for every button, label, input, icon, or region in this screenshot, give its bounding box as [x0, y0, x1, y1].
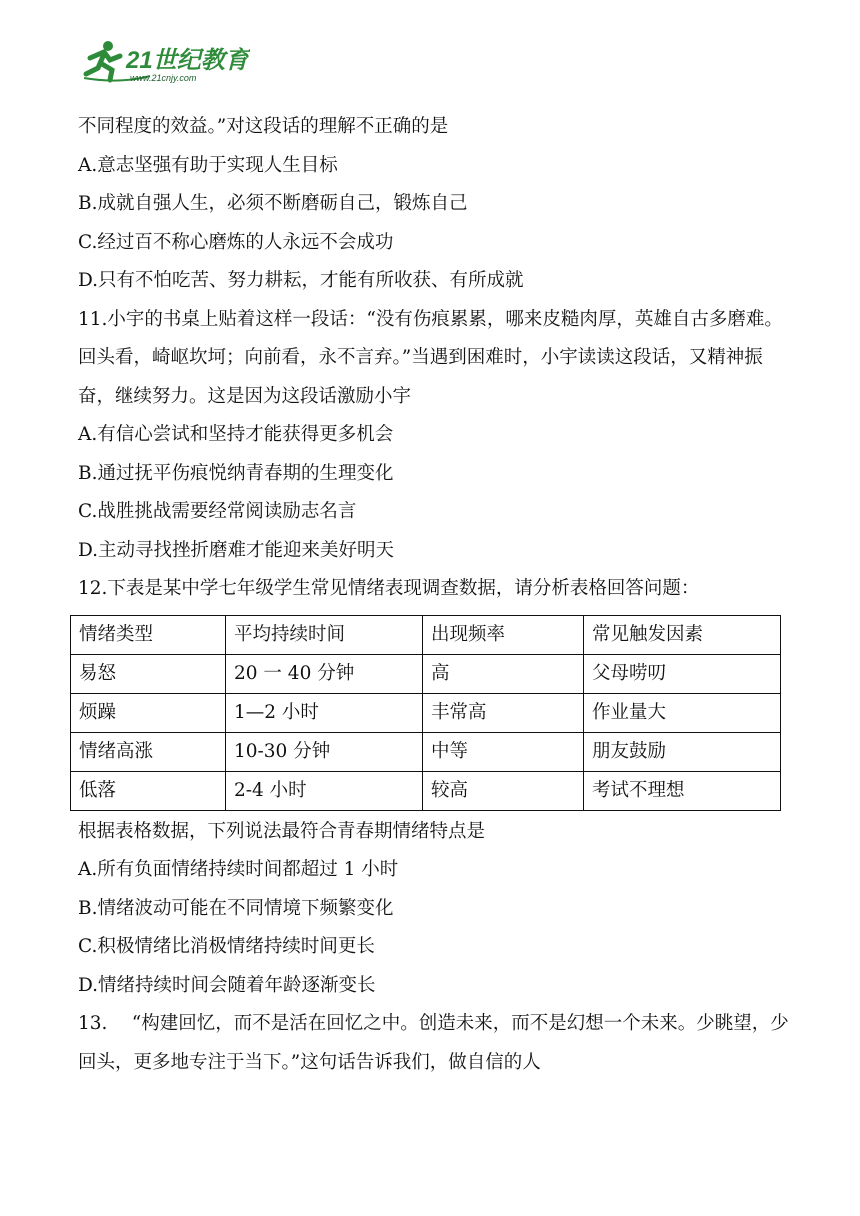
q11-stem: 11.小宇的书桌上贴着这样一段话：“没有伤痕累累，哪来皮糙肉厚，英雄自古多磨难。回头看，崎岖坎坷；向前看，永不言弃。”当遇到困难时，小宇读读这段话，又精神振奋，继续努力。这是因为这段话激励小宇: [78, 308, 783, 407]
table-header-row: [71, 615, 781, 654]
logo-url: www.21cnjy.com: [130, 73, 197, 83]
q12-option-d: D.情绪持续时间会随着年龄逐渐变长: [78, 974, 376, 996]
table-cell: 中等: [423, 732, 584, 771]
table-row: [71, 654, 781, 693]
table-cell: 1—2 小时: [226, 693, 423, 732]
q13-stem: 13. “构建回忆，而不是活在回忆之中。创造未来，而不是幻想一个未来。少眺望，少回头，更多地专注于当下。”这句话告诉我们，做自信的人: [78, 1013, 789, 1073]
q11-option-a: A.有信心尝试和坚持才能获得更多机会: [78, 424, 394, 445]
q12-option-b: B.情绪波动可能在不同情境下频繁变化: [78, 897, 394, 919]
table-cell: 作业量大: [584, 693, 781, 732]
emotion-survey-table: [70, 615, 781, 811]
q11-option-c: C.战胜挑战需要经常阅读励志名言: [78, 501, 357, 522]
table-cell: 易怒: [71, 654, 226, 693]
table-cell: 丰常高: [423, 693, 584, 732]
table-header-cell: 平均持续时间: [226, 615, 423, 654]
q10-option-b: B.成就自强人生，必须不断磨砺自己，锻炼自己: [78, 193, 468, 214]
runner-logo-icon: [80, 38, 250, 84]
q10-option-c: C.经过百不称心磨炼的人永远不会成功: [78, 231, 394, 253]
table-row: [71, 732, 781, 771]
logo-text: 21世纪教育: [126, 47, 249, 74]
q12-stem: 12.下表是某中学七年级学生常见情绪表现调查数据，请分析表格回答问题：: [78, 578, 700, 599]
table-header-cell: 情绪类型: [71, 615, 226, 654]
table-cell: 考试不理想: [584, 771, 781, 810]
q10-option-d: D.只有不怕吃苦、努力耕耘，才能有所收获、有所成就: [78, 270, 524, 291]
site-logo: [80, 38, 250, 84]
table-cell: 高: [423, 654, 584, 693]
table-cell: 父母唠叨: [584, 654, 781, 693]
table-cell: 烦躁: [71, 693, 226, 732]
q11-option-d: D.主动寻找挫折磨难才能迎来美好明天: [78, 539, 395, 561]
q11-option-b: B.通过抚平伤痕悦纳青春期的生理变化: [78, 462, 394, 484]
q10-stem-end: 不同程度的效益。”对这段话的理解不正确的是: [78, 116, 449, 137]
table-row: [71, 771, 781, 810]
table-cell: 20 一 40 分钟: [226, 654, 423, 693]
q10-option-a: A.意志坚强有助于实现人生目标: [78, 154, 338, 176]
q12-option-a: A.所有负面情绪持续时间都超过 1 小时: [78, 859, 399, 880]
table-cell: 情绪高涨: [71, 732, 226, 771]
table-cell: 2-4 小时: [226, 771, 423, 810]
table-cell: 低落: [71, 771, 226, 810]
table-header-cell: 出现频率: [423, 615, 584, 654]
table-header-cell: 常见触发因素: [584, 615, 781, 654]
table-cell: 朋友鼓励: [584, 732, 781, 771]
table-row: [71, 693, 781, 732]
q12-option-c: C.积极情绪比消极情绪持续时间更长: [78, 936, 375, 957]
q12-question: 根据表格数据，下列说法最符合青春期情绪特点是: [78, 820, 486, 842]
table-cell: 10-30 分钟: [226, 732, 423, 771]
document-body: [78, 108, 798, 1082]
table-cell: 较高: [423, 771, 584, 810]
